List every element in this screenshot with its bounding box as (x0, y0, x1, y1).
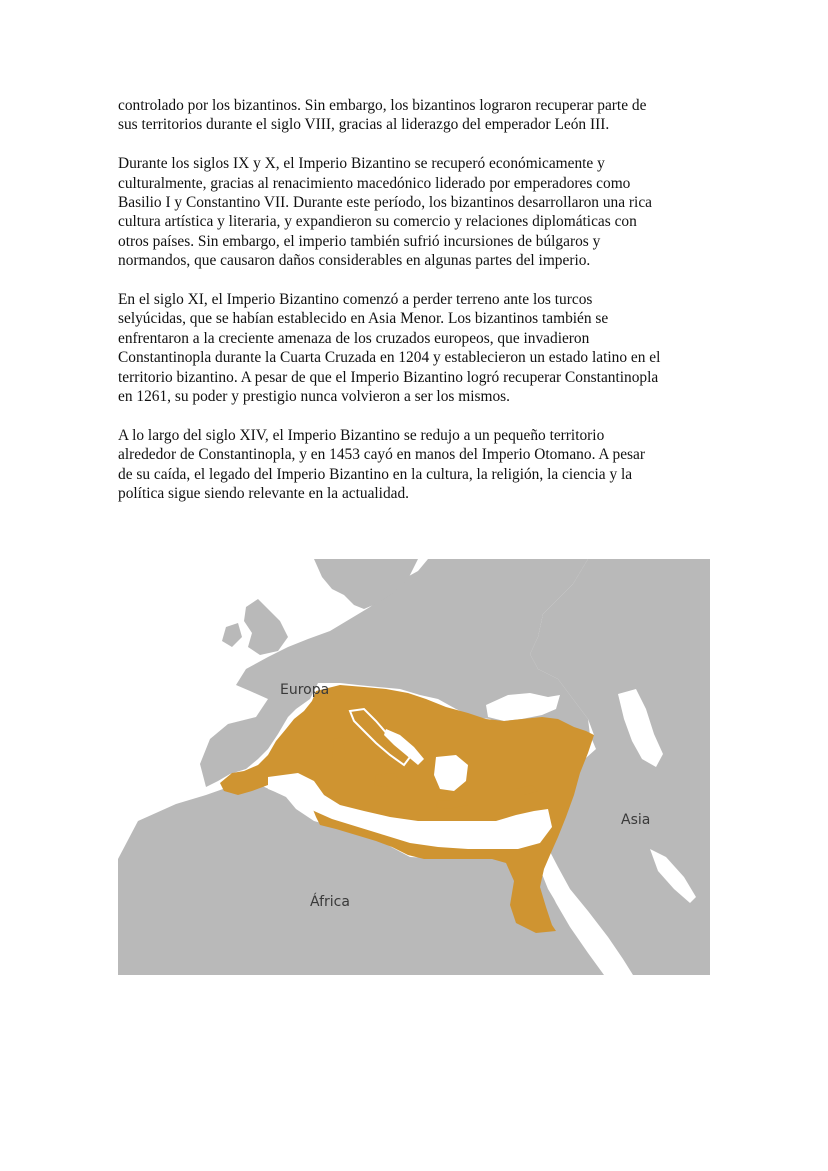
paragraph-1 (118, 96, 718, 135)
text-line: Constantinopla durante la Cuarta Cruzada en 1204 y establecieron un estado latino en el (118, 349, 661, 367)
text-line: en 1261, su poder y prestigio nunca volvieron a ser los mismos. (118, 388, 510, 406)
text-line: otros países. Sin embargo, el imperio también sufrió incursiones de búlgaros y (118, 232, 601, 250)
text-line: normandos, que causaron daños considerables en algunas partes del imperio. (118, 252, 591, 270)
label-europe: Europa (280, 682, 330, 698)
paragraph-4 (118, 426, 718, 504)
text-line: cultura artística y literaria, y expandieron su comercio y relaciones diplomáticas con (118, 213, 637, 231)
map-svg (118, 559, 710, 975)
byzantine-empire-map (118, 559, 710, 975)
text-line: selyúcidas, que se habían establecido en Asia Menor. Los bizantinos también se (118, 310, 609, 328)
text-line: territorio bizantino. A pesar de que el Imperio Bizantino logró recuperar Constantinopla (118, 368, 659, 386)
text-line: A lo largo del siglo XIV, el Imperio Bizantino se redujo a un pequeño territorio (118, 426, 605, 444)
label-asia: Asia (621, 812, 651, 828)
text-line: En el siglo XI, el Imperio Bizantino comenzó a perder terreno ante los turcos (118, 291, 593, 309)
text-line: controlado por los bizantinos. Sin embargo, los bizantinos lograron recuperar parte de (118, 97, 647, 114)
text-line: política sigue siendo relevante en la actualidad. (118, 485, 410, 503)
paragraph-2 (118, 154, 718, 270)
body-text (118, 96, 718, 523)
label-africa: África (310, 894, 350, 910)
text-line: Durante los siglos IX y X, el Imperio Bizantino se recuperó económicamente y (118, 155, 605, 173)
text-line: alrededor de Constantinopla, y en 1453 cayó en manos del Imperio Otomano. A pesar (118, 446, 645, 464)
text-line: de su caída, el legado del Imperio Bizantino en la cultura, la religión, la ciencia y la (118, 465, 633, 483)
text-line: Basilio I y Constantino VII. Durante este período, los bizantinos desarrollaron una rica (118, 194, 652, 212)
text-line: sus territorios durante el siglo VIII, gracias al liderazgo del emperador León III. (118, 116, 610, 134)
paragraph-3 (118, 290, 718, 406)
text-line: enfrentaron a la creciente amenaza de los cruzados europeos, que invadieron (118, 329, 590, 347)
text-line: culturalmente, gracias al renacimiento macedónico liderado por emperadores como (118, 174, 631, 192)
